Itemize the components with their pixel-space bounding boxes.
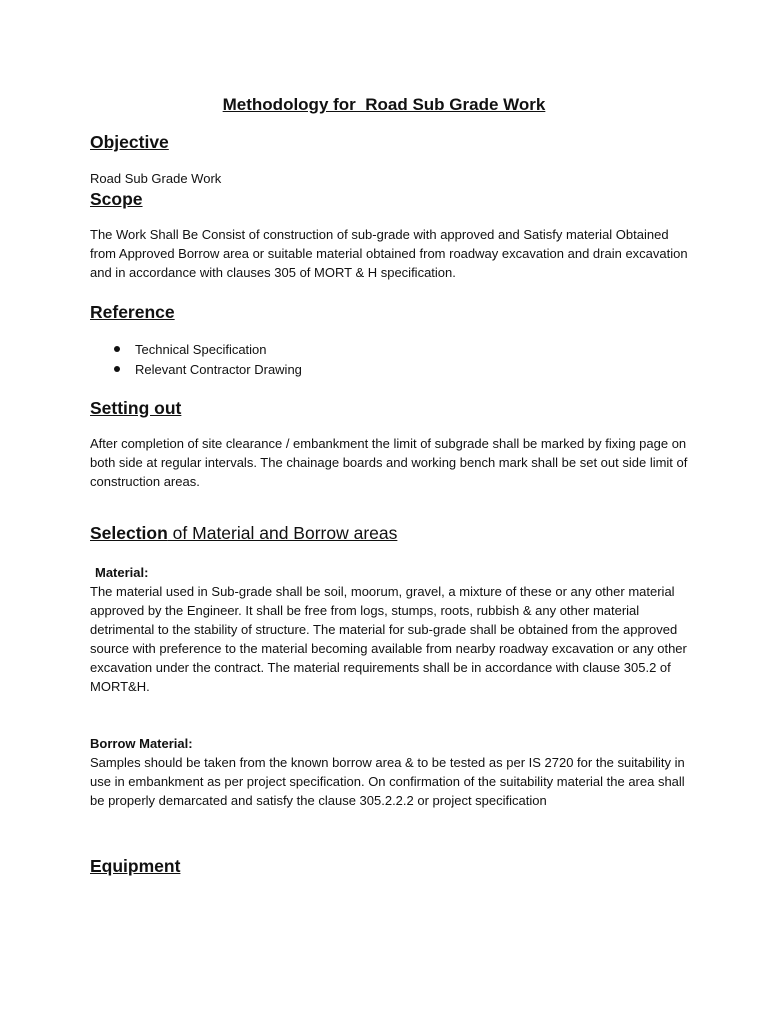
bullet-icon bbox=[114, 346, 120, 352]
objective-heading: Objective bbox=[90, 132, 169, 152]
borrow-material-label: Borrow Material: bbox=[90, 736, 193, 751]
reference-item-label: Technical Specification bbox=[135, 342, 267, 357]
reference-item-label: Relevant Contractor Drawing bbox=[135, 361, 302, 377]
bullet-icon bbox=[114, 366, 120, 372]
reference-heading: Reference bbox=[90, 302, 175, 322]
selection-heading-bold: Selection bbox=[90, 523, 168, 543]
scope-text: The Work Shall Be Consist of construction of sub-grade with approved and Satisfy material Obtained from Approved Borrow area or suitable material obtained from roadway excavation and drain excavation and in accordance with clauses 305 of MORT & H specification. bbox=[90, 227, 688, 280]
list-item bbox=[90, 360, 302, 380]
setting-out-text: After completion of site clearance / embankment the limit of subgrade shall be marked by fixing page on both side at regular intervals. The chainage boards and working bench mark shall be set out side limit of construction areas. bbox=[90, 436, 688, 489]
document-title: Methodology for Road Sub Grade Work bbox=[222, 95, 546, 114]
borrow-material-text: Samples should be taken from the known borrow area & to be tested as per IS 2720 for the suitability in use in embankment as per project specification. On confirmation of the suitability material the area shall be properly demarcated and satisfy the clause 305.2.2.2 or project specification bbox=[90, 755, 685, 808]
objective-text: Road Sub Grade Work bbox=[90, 171, 222, 186]
material-label: Material: bbox=[95, 565, 149, 580]
equipment-heading: Equipment bbox=[90, 856, 181, 876]
selection-heading bbox=[90, 523, 397, 544]
material-text: The material used in Sub-grade shall be soil, moorum, gravel, a mixture of these or any other material approved by the Engineer. It shall be free from logs, stumps, roots, rubbish & any other material detrimental to the stability of structure. The material for sub-grade shall be obtained from the approved source with preference to the material becoming available from nearby roadway excavation or any other excavation under the contract. The material requirements shall be in accordance with clause 305.2 of MORT&H. bbox=[90, 584, 687, 694]
reference-list bbox=[90, 340, 302, 379]
setting-out-heading: Setting out bbox=[90, 398, 182, 418]
selection-heading-rest: of Material and Borrow areas bbox=[167, 523, 398, 543]
list-item bbox=[90, 340, 302, 360]
scope-heading: Scope bbox=[90, 189, 143, 209]
